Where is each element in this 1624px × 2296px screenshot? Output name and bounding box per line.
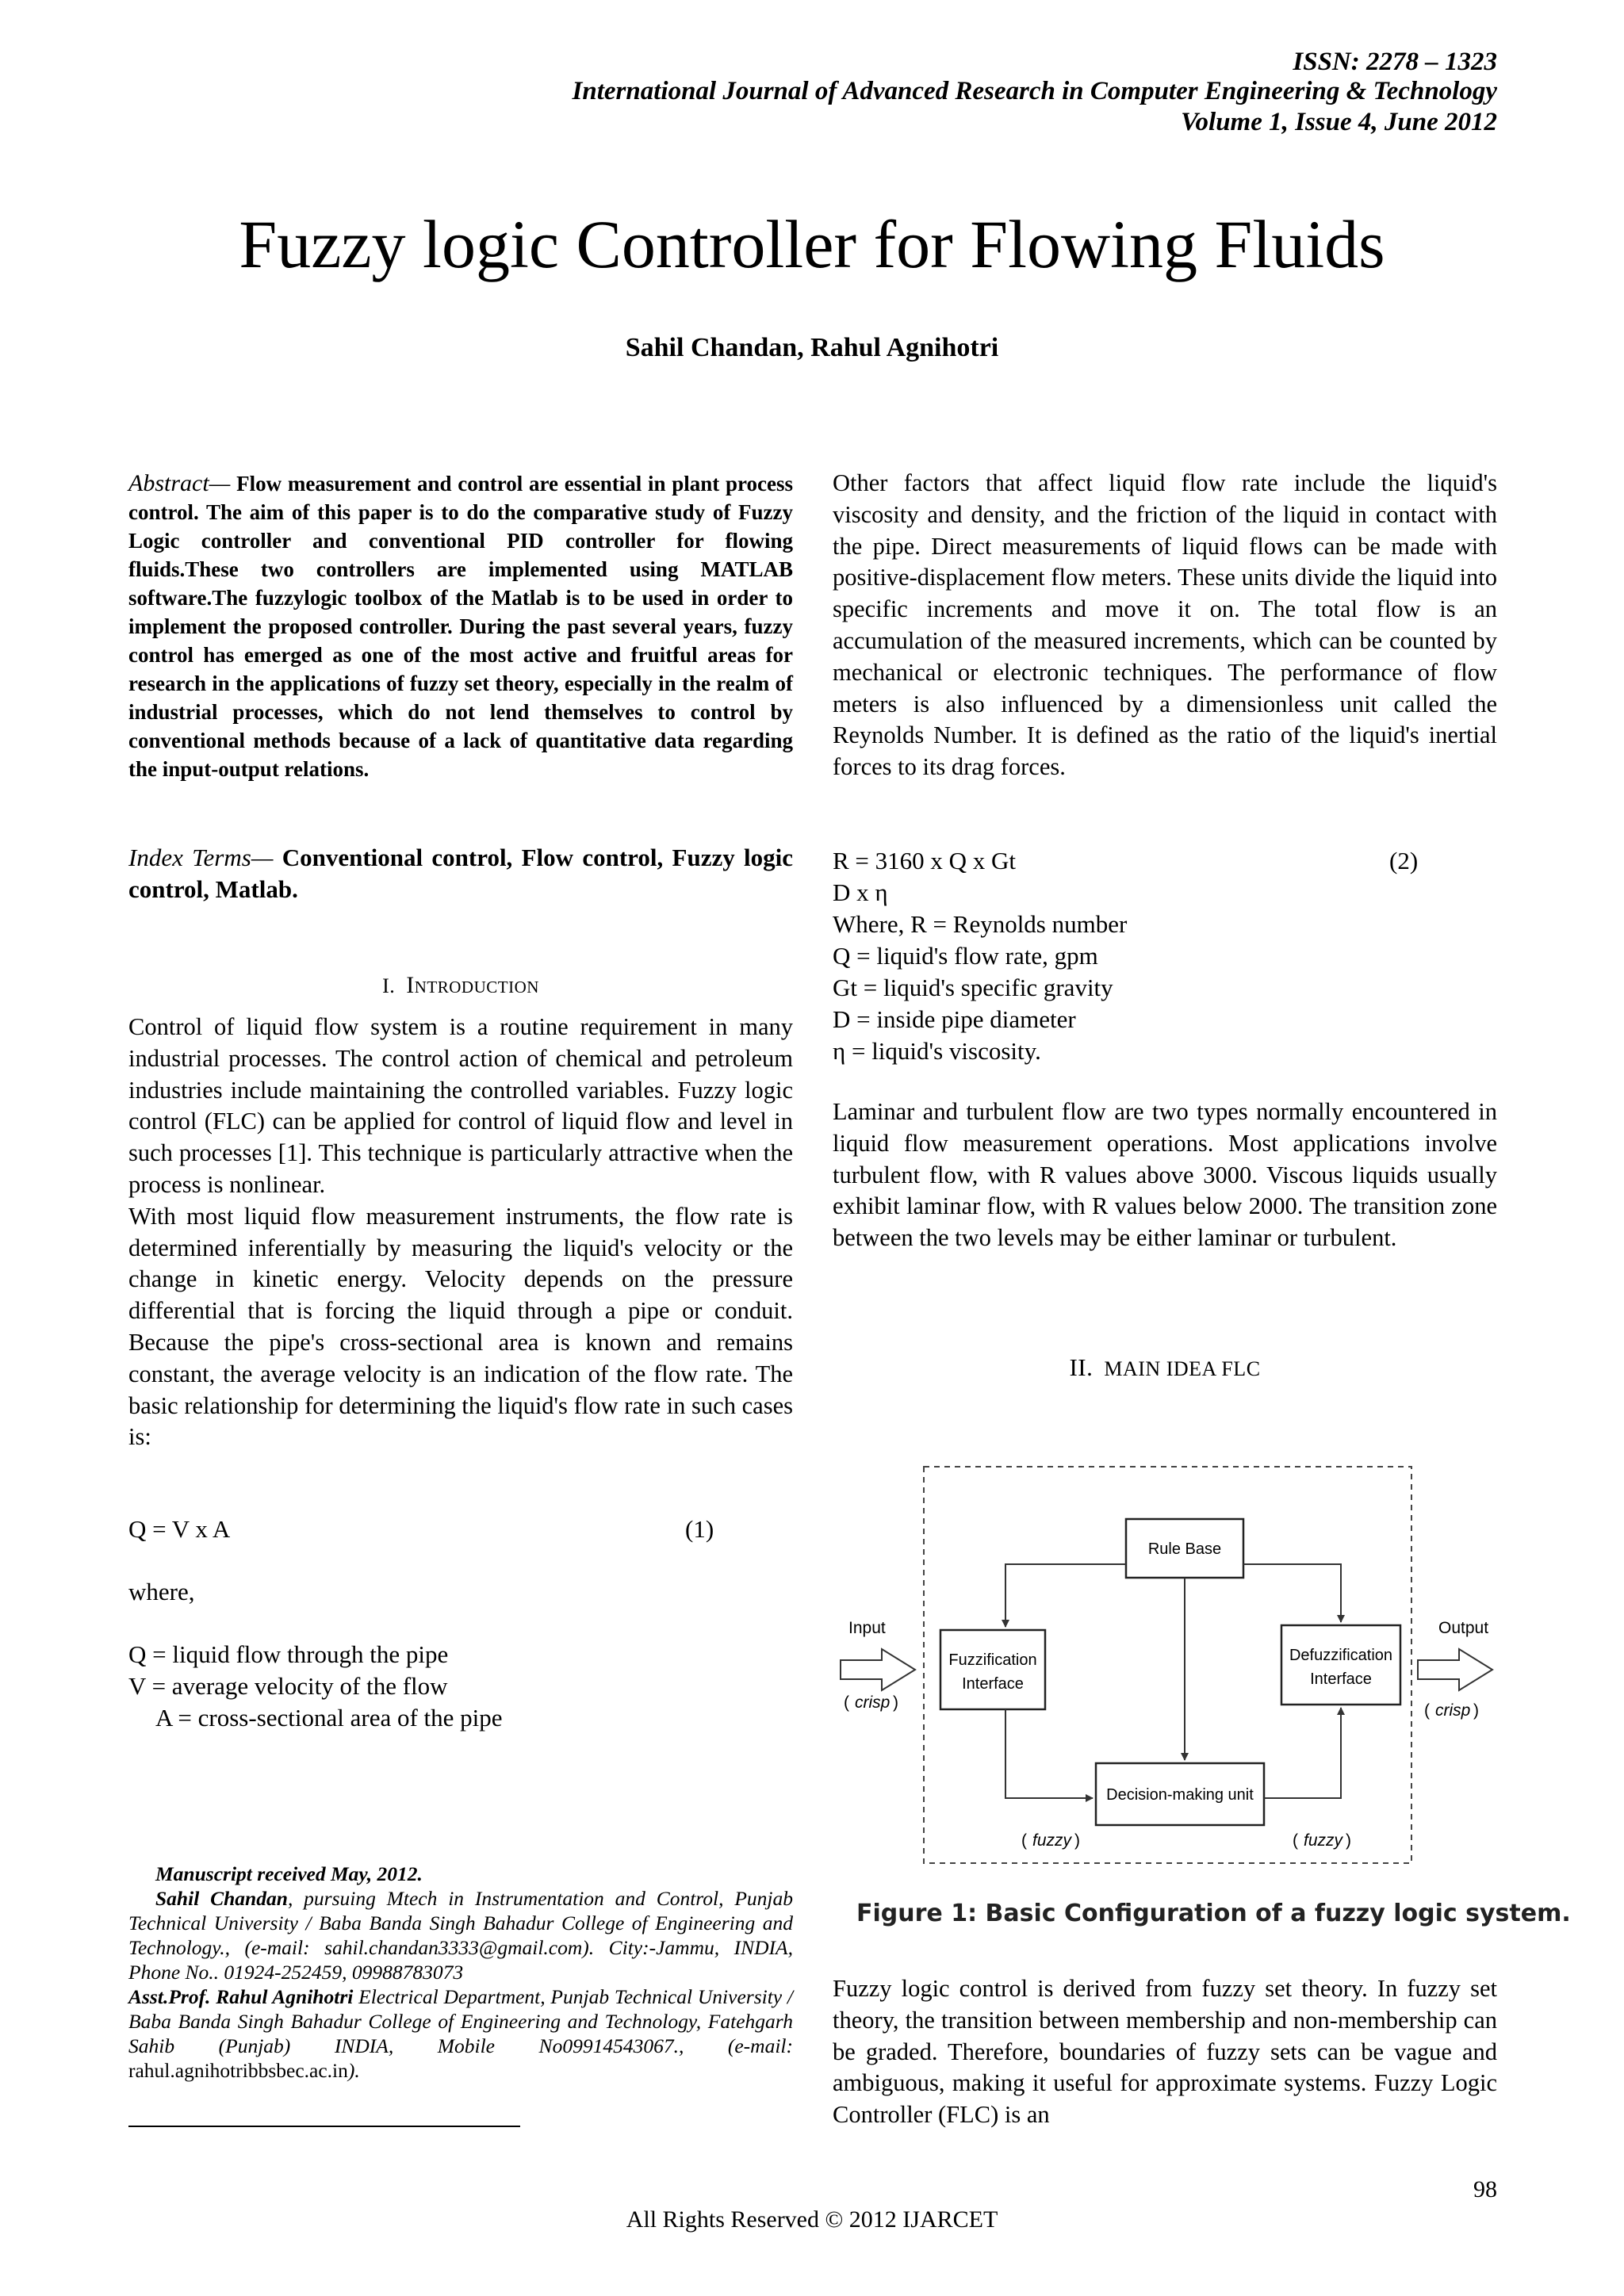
crisp-input-close: ) [893, 1693, 898, 1712]
equation-2-number: (2) [1389, 847, 1419, 874]
fuzzy-right-label: fuzzy [1304, 1831, 1343, 1850]
section-2-title: MAIN IDEA FLC [1104, 1357, 1261, 1380]
issn: ISSN: 2278 – 1323 [1293, 48, 1497, 76]
journal-name: International Journal of Advanced Research in Computer Engineering & Technology [572, 77, 1497, 105]
input-arrow [841, 1649, 915, 1690]
index-terms-label: Index Terms— [128, 844, 274, 871]
equation-1-number: (1) [685, 1515, 714, 1543]
fuzzy-left-close: ) [1074, 1831, 1080, 1850]
equation-2-denominator: D x η [833, 878, 888, 906]
definition-a: A = cross-sectional area of the pipe [155, 1704, 503, 1732]
intro-paragraph-1: Control of liquid flow system is a routine requirement in many industrial processes. The control action of chemical and petroleum industries include maintaining the controlled variables. Fuzzy logic control (FLC) can be applied for control of liquid flow and level in such processes [1]. This technique is particularly attractive when the process is nonlinear. [128, 1013, 793, 1198]
definition-q: Q = liquid flow through the pipe [128, 1640, 449, 1668]
right-paragraph-2: Laminar and turbulent flow are two types normally encountered in liquid flow measurement operations. Most applications involve turbulent flow, with R values above 3000. Viscous liquids usually exhibit laminar flow, with R values below 2000. The transition zone between the two levels may be either laminar or turbulent. [833, 1098, 1497, 1252]
arrow-fuzzification-to-decision [1005, 1709, 1093, 1798]
right-paragraph-2-wrap [833, 1096, 1497, 1254]
section-title: Introduction [406, 972, 539, 998]
index-terms [128, 842, 793, 905]
footnote-divider [128, 2126, 520, 2127]
figure-caption: Figure 1: Basic Configuration of a fuzzy logic system. [856, 1900, 1571, 1927]
paper-title: Fuzzy logic Controller for Flowing Fluids [239, 206, 1385, 282]
where-label: where, [128, 1578, 195, 1605]
definition-d: D = inside pipe diameter [833, 1005, 1076, 1033]
fuzzy-right-open: ( [1293, 1831, 1298, 1850]
intro-body [128, 1012, 793, 1453]
figure-fuzzy-logic-system [833, 1457, 1507, 1869]
right-paragraph-1-wrap [833, 468, 1497, 783]
right-paragraph-3: Fuzzy logic control is derived from fuzzy set theory. In fuzzy set theory, the transition between membership and non-membership can be graded. Therefore, boundaries of fuzzy sets can be vague and ambiguous, making it useful for approximate systems. Fuzzy Logic Controller (FLC) is an [833, 1975, 1497, 2129]
abstract-label: Abstract— [128, 470, 231, 496]
defuzzification-label-1: Defuzzification [1289, 1647, 1393, 1664]
rule-base-label: Rule Base [1147, 1540, 1222, 1558]
intro-definitions [128, 1639, 503, 1734]
footnote-author2-end: ). [347, 2059, 360, 2082]
footnote-author2-text: Electrical Department, Punjab Technical University / Baba Banda Singh Bahadur College of Engineering and Technology, Fatehgarh Sahib (Punjab) INDIA, Mobile No09914543067., (e-mail: [128, 1985, 793, 2057]
footnote [128, 1862, 793, 2083]
crisp-output-open: ( [1424, 1701, 1430, 1720]
definition-r: Where, R = Reynolds number [833, 910, 1128, 938]
fuzzy-right-close: ) [1346, 1831, 1351, 1850]
fuzzification-label-1: Fuzzification [948, 1651, 1037, 1669]
footnote-author2-email: rahul.agnihotribbsbec.ac.in [128, 2059, 348, 2082]
crisp-output-close: ) [1473, 1701, 1479, 1720]
footnote-author1-name: Sahil Chandan [155, 1887, 288, 1910]
output-arrow [1418, 1649, 1492, 1690]
footnote-received: Manuscript received May, 2012. [155, 1862, 423, 1885]
fuzzification-box [940, 1630, 1045, 1709]
volume-info: Volume 1, Issue 4, June 2012 [1181, 108, 1497, 136]
arrow-rulebase-to-fuzzification [1005, 1564, 1126, 1627]
crisp-input-open: ( [844, 1693, 849, 1712]
definition-eta: η = liquid's viscosity. [833, 1037, 1041, 1065]
decision-making-label: Decision-making unit [1106, 1786, 1254, 1804]
right-paragraph-3-wrap [833, 1973, 1497, 2131]
right-paragraph-1: Other factors that affect liquid flow rate include the liquid's viscosity and density, and the friction of the liquid in contact with the pipe. Direct measurements of liquid flows can be made with positive-displacement flow meters. These units divide the liquid into specific increments and move it on. The total flow is an accumulation of the measured increments, which can be counted by mechanical or electronic techniques. The performance of flow meters is also influenced by a dimensionless unit called the Reynolds Number. It is defined as the ratio of the liquid's inertial forces to its drag forces. [833, 469, 1497, 781]
equation-1: Q = V x A [128, 1515, 231, 1543]
section-heading-main-idea [833, 1353, 1497, 1382]
index-terms-text: Conventional control, Flow control, Fuzzy logic control, Matlab. [128, 844, 794, 903]
equation-2: R = 3160 x Q x Gt [833, 847, 1017, 874]
footnote-author2-name: Asst.Prof. Rahul Agnihotri [128, 1985, 354, 2008]
definition-q2: Q = liquid's flow rate, gpm [833, 942, 1098, 970]
definition-gt: Gt = liquid's specific gravity [833, 974, 1113, 1001]
fuzzy-left-label: fuzzy [1032, 1831, 1072, 1850]
copyright-footer: All Rights Reserved © 2012 IJARCET [626, 2206, 998, 2233]
fuzzification-label-2: Interface [962, 1675, 1024, 1693]
section-2-number: II. [1069, 1353, 1094, 1381]
input-label: Input [848, 1619, 886, 1637]
defuzzification-box [1281, 1625, 1400, 1705]
arrow-decision-to-defuzzification [1264, 1708, 1341, 1798]
abstract [128, 469, 793, 783]
output-label: Output [1438, 1619, 1489, 1637]
abstract-text: Flow measurement and control are essential in plant process control. The aim of this paper is to do the comparative study of Fuzzy Logic controller and conventional PID controller for flowing fluids.These two controllers are implemented using MATLAB software.The fuzzylogic toolbox of the Matlab is to be used in order to implement the proposed controller. During the past several years, fuzzy control has emerged as one of the most active and fruitful areas for research in the applications of fuzzy set theory, especially in the realm of industrial processes, which do not lend themselves to control by conventional methods because of a lack of quantitative data regarding the input-output relations. [128, 472, 794, 781]
footnote-author1-text: , pursuing Mtech in Instrumentation and Control, Punjab Technical University / Baba Banda Singh Bahadur College of Engineering and Technology., (e-mail: sahil.chandan3333@gmail.com). City:-Jammu, INDIA, Phone No.. 01924-252459, 09988783073 [128, 1887, 793, 1984]
paper-authors: Sahil Chandan, Rahul Agnihotri [625, 333, 999, 362]
section-number: I. [382, 974, 396, 997]
definition-v: V = average velocity of the flow [128, 1672, 448, 1700]
page-number: 98 [1473, 2176, 1497, 2202]
crisp-input-label: crisp [855, 1693, 891, 1712]
fuzzy-left-open: ( [1021, 1831, 1027, 1850]
defuzzification-label-2: Interface [1310, 1670, 1372, 1688]
equation-2-definitions [833, 877, 1127, 1067]
arrow-rulebase-to-defuzzification [1243, 1564, 1341, 1622]
intro-paragraph-2: With most liquid flow measurement instruments, the flow rate is determined inferentially by measuring the liquid's velocity or the change in kinetic energy. Velocity depends on the pressure differential that is forcing the liquid through a pipe or conduit. Because the pipe's cross-sectional area is known and remains constant, the average velocity is an indication of the flow rate. The basic relationship for determining the liquid's flow rate in such cases is: [128, 1202, 793, 1451]
crisp-output-label: crisp [1435, 1701, 1471, 1720]
section-heading-introduction [128, 972, 793, 999]
